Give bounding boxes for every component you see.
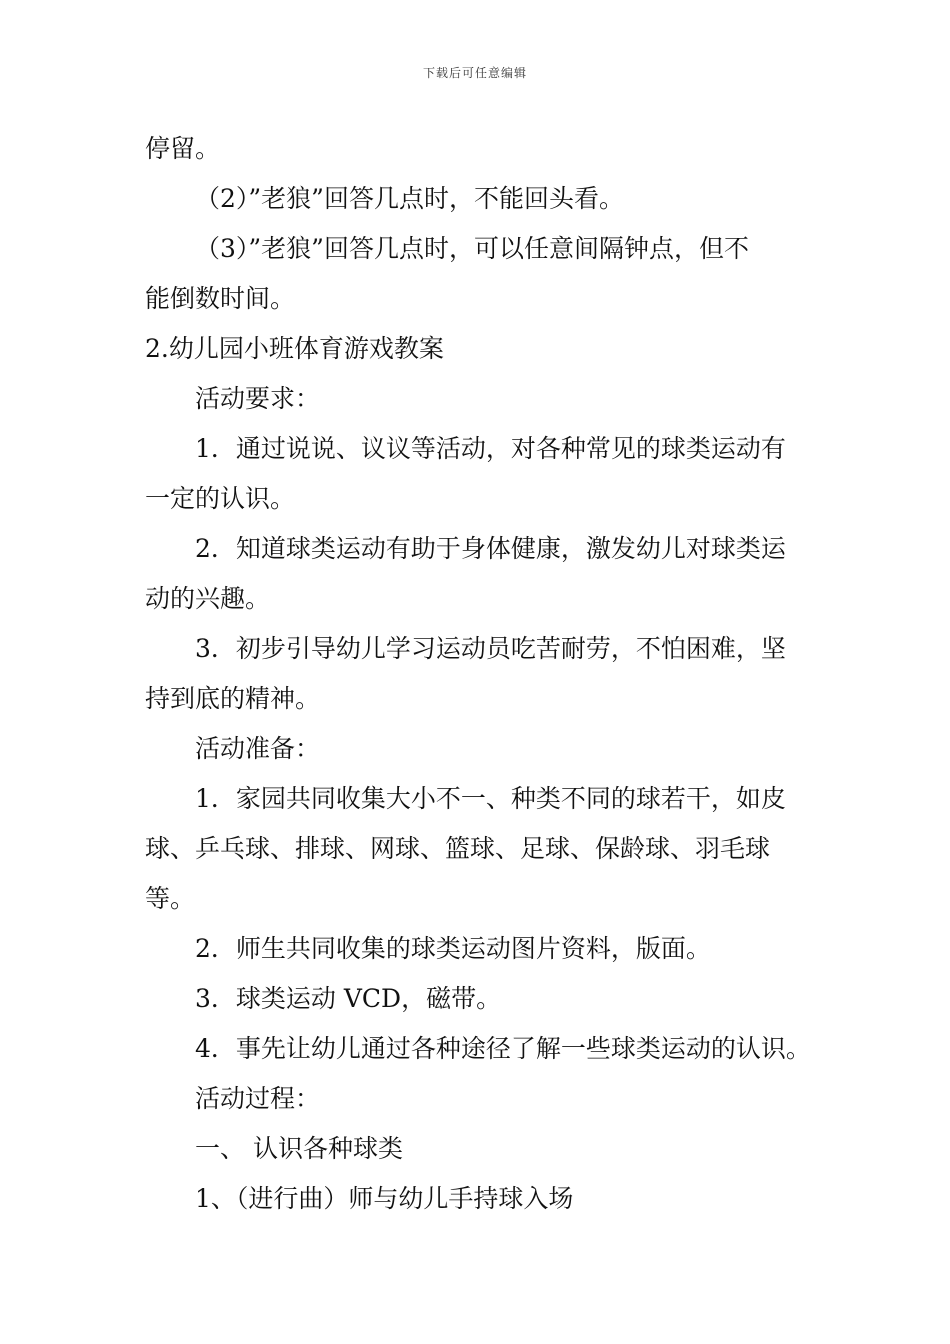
text-line: 1．通过说说、议议等活动，对各种常见的球类运动有: [195, 434, 786, 463]
text-line: 1．家园共同收集大小不一、种类不同的球若干，如皮: [195, 784, 786, 813]
text-line: 停留。: [145, 134, 221, 163]
text-line: （2）”老狼”回答几点时，不能回头看。: [195, 184, 624, 213]
text-line: 持到底的精神。: [145, 684, 321, 713]
text-line: （3）”老狼”回答几点时，可以任意间隔钟点，但不: [195, 234, 749, 263]
text-line: 动的兴趣。: [145, 584, 271, 613]
subheading: 活动要求：: [195, 384, 321, 413]
section-heading: 2.幼儿园小班体育游戏教案: [145, 334, 444, 363]
text-line: 2．师生共同收集的球类运动图片资料，版面。: [195, 934, 711, 963]
subheading: 活动准备：: [195, 734, 321, 763]
text-line: 2．知道球类运动有助于身体健康，激发幼儿对球类运: [195, 534, 786, 563]
text-line: 等。: [145, 884, 196, 913]
text-line: 4．事先让幼儿通过各种途径了解一些球类运动的认识。: [195, 1034, 811, 1063]
page-header: 下载后可任意编辑: [422, 66, 527, 80]
text-line: 3．初步引导幼儿学习运动员吃苦耐劳，不怕困难，坚: [195, 634, 786, 663]
text-line: 1、（进行曲）师与幼儿手持球入场: [195, 1184, 574, 1213]
text-line: 3．球类运动 VCD，磁带。: [195, 984, 502, 1013]
subheading: 活动过程：: [195, 1084, 321, 1113]
text-line: 能倒数时间。: [145, 284, 296, 313]
text-line: 一定的认识。: [145, 484, 296, 513]
text-line: 球、乒乓球、排球、网球、篮球、足球、保龄球、羽毛球: [145, 834, 771, 863]
text-line: 一、 认识各种球类: [195, 1134, 403, 1163]
